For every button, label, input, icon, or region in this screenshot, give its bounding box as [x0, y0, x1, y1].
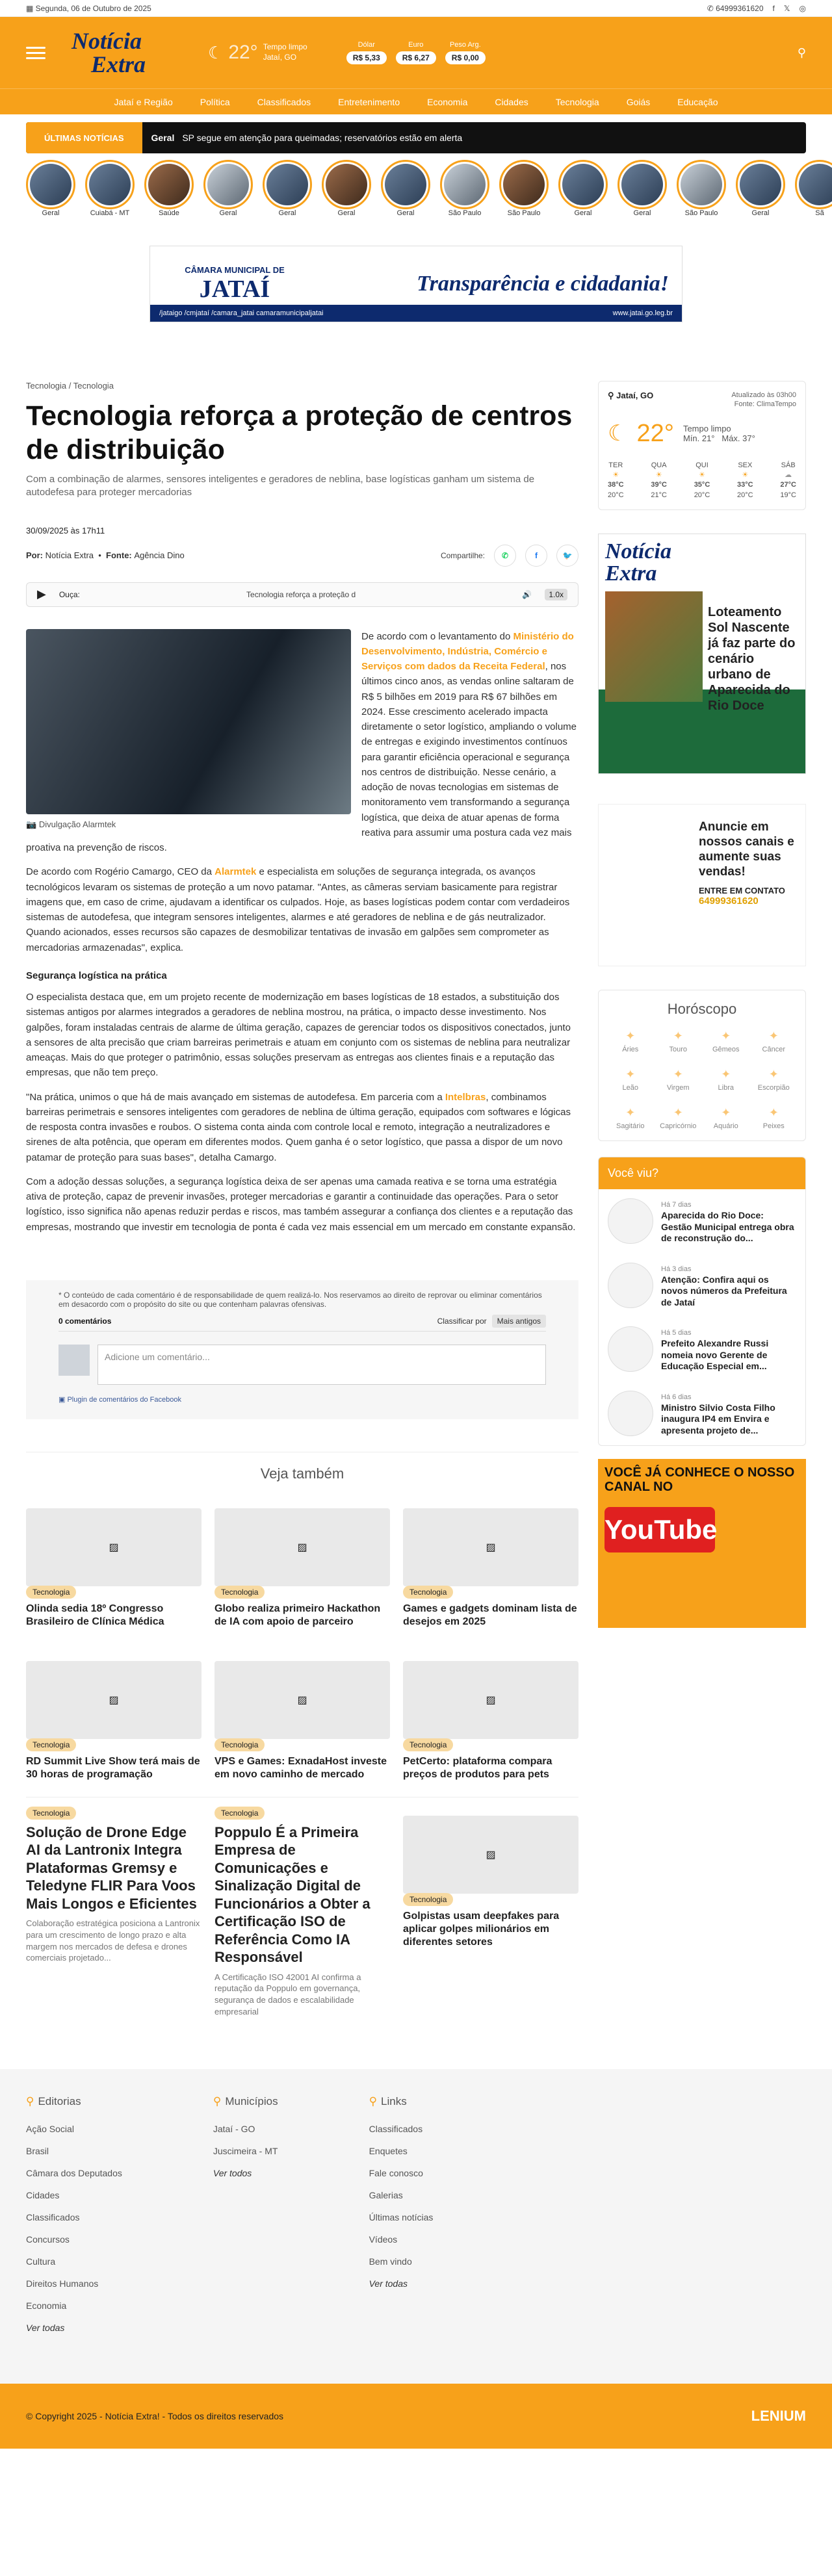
- story-item[interactable]: [144, 160, 194, 216]
- card-title[interactable]: PetCerto: plataforma compara preços de produtos para pets: [403, 1755, 552, 1780]
- text: De acordo com o levantamento do: [361, 630, 514, 642]
- news-card-large[interactable]: [214, 1807, 390, 2017]
- card-tag[interactable]: Tecnologia: [214, 1738, 265, 1751]
- story-item[interactable]: [381, 160, 430, 216]
- breadcrumb: Tecnologia / Tecnologia: [26, 381, 114, 391]
- story-item[interactable]: [499, 160, 549, 216]
- banner-bottom-bar: [150, 305, 682, 322]
- text: e especialista em soluções de segurança integrada, os avanços tecnológicos levaram os sistemas de proteção a um novo patamar. "Antes, as câmeras serviam basicamente para registrar imagens que, em caso de crime, ajudavam a identificar os culpados. Hoje, as bases logísticas podem contar com verdadeiros sistemas de autodefesa, que integram sensores inteligentes, alarmes e até geradores de neblina e de gás neutralizador. Quando acionados, esses recursos são capazes de desmobilizar tentativas de invasão em galpões sem comprometer as mercadorias armazenadas", explica.: [26, 866, 570, 953]
- horoscope-widget: [598, 990, 806, 1141]
- card-tag[interactable]: Tecnologia: [26, 1807, 76, 1820]
- forecast-day: [651, 461, 667, 501]
- footer-link[interactable]: Classificados: [369, 2124, 423, 2135]
- forecast-day: [737, 461, 753, 501]
- card-tag[interactable]: Tecnologia: [214, 1586, 265, 1599]
- news-card[interactable]: [403, 1508, 578, 1629]
- comments-disclaimer: * O conteúdo de cada comentário é de responsabilidade de quem realizá-lo. Nos reservamos ao direito de reprovar ou eliminar comentários em desacordo com o propósito do site ou que contenham palavras ofensivas.: [58, 1290, 542, 1309]
- seen-item[interactable]: [599, 1317, 805, 1382]
- day-min: 20°C: [694, 491, 710, 499]
- see-also-title: Veja também: [26, 1452, 578, 1482]
- footer-more-link[interactable]: Ver todas: [26, 2323, 65, 2334]
- breaking-news-bar: [26, 122, 806, 153]
- seen-thumb: [608, 1198, 653, 1244]
- forecast-day: [694, 461, 710, 501]
- card-tag[interactable]: Tecnologia: [214, 1807, 265, 1820]
- story-item[interactable]: [558, 160, 608, 216]
- forecast-day: [608, 461, 624, 501]
- seen-item-title[interactable]: Prefeito Alexandre Russi nomeia novo Gerente de Educação Especial em...: [661, 1338, 769, 1372]
- story-item[interactable]: [795, 160, 832, 216]
- card-title[interactable]: Poppulo É a Primeira Empresa de Comunicações e Sinalização Digital de Funcionários a Obter a Certificação ISO de Referência Como IA Responsável: [214, 1823, 370, 1966]
- day-label: SEX: [738, 461, 753, 469]
- comment-composer: [58, 1345, 546, 1385]
- news-card[interactable]: [26, 1508, 202, 1629]
- day-max: 27°C: [780, 481, 796, 489]
- youtube-logo-icon: YouTube: [604, 1507, 715, 1552]
- card-tag[interactable]: Tecnologia: [403, 1738, 453, 1751]
- ad2-contact: [699, 886, 796, 907]
- developer-logo[interactable]: LENIUM: [751, 2408, 806, 2425]
- moon-icon: ☾: [208, 42, 224, 62]
- sun-icon: ☀: [612, 470, 619, 479]
- camara-label: CÂMARA MUNICIPAL DE: [185, 264, 285, 275]
- story-item[interactable]: [618, 160, 667, 216]
- image-placeholder-icon: ▨: [26, 1508, 202, 1586]
- copyright-text: © Copyright 2025 - Notícia Extra! - Todos os direitos reservados: [26, 2411, 284, 2422]
- moon-icon: ☾: [608, 421, 628, 446]
- breaking-label: ÚLTIMAS NOTÍCIAS: [26, 122, 142, 153]
- weather-temp: 22°: [636, 419, 674, 447]
- nav-item[interactable]: Educação: [677, 96, 718, 107]
- player-speed[interactable]: 1.0x: [545, 589, 567, 600]
- paragraph: Com a adoção dessas soluções, a segurança logística deixa de ser apenas uma camada reativa e se torna uma estratégia ativa de proteção, capaz de prevenir invasões, proteger mercadorias e garantir a continuidade das operações. Para o setor logístico, isso significa não apenas reduzir perdas e riscos, mas também assegurar a confiança dos clientes e a reputação das empresas, mostrando que investir em tecnologia de ponta é cada vez mais essencial em um mercado em constante expansão.: [26, 1176, 576, 1233]
- see-also-grid: [26, 1508, 578, 1781]
- seen-item-title[interactable]: Ministro Silvio Costa Filho inaugura IP4 em Envira e apresenta projeto de...: [661, 1402, 775, 1436]
- article-datetime: 30/09/2025 às 17h11: [26, 525, 105, 535]
- article-body: [26, 629, 578, 1235]
- footer-more-link[interactable]: Ver todos: [213, 2168, 252, 2179]
- day-max: 33°C: [737, 481, 753, 489]
- nav-item[interactable]: Política: [200, 96, 230, 107]
- avatar: [58, 1345, 90, 1376]
- day-min: 20°C: [737, 491, 753, 499]
- currency-dolar: [346, 41, 387, 64]
- nav-item[interactable]: Economia: [427, 96, 468, 107]
- story-label: Geral: [219, 209, 237, 216]
- nav-item[interactable]: Tecnologia: [555, 96, 599, 107]
- seen-when: Há 3 dias: [661, 1265, 692, 1273]
- card-desc: Colaboração estratégica posiciona a Lantronix para um crescimento de longo prazo e alta margem nos mercados de defesa e drones comerciais projetado...: [26, 1918, 200, 1963]
- nav-item[interactable]: Goiás: [626, 96, 651, 107]
- camara-city: JATAÍ: [199, 275, 270, 303]
- seen-item[interactable]: [599, 1189, 805, 1254]
- footer-link[interactable]: Ação Social: [26, 2124, 74, 2135]
- footer-link[interactable]: Direitos Humanos: [26, 2278, 99, 2289]
- footer-link[interactable]: Câmara dos Deputados: [26, 2168, 122, 2179]
- banner-site: www.jatai.go.leg.br: [612, 309, 673, 317]
- twitter-icon[interactable]: 𝕏: [783, 3, 790, 13]
- card-title[interactable]: VPS e Games: ExnadaHost investe em novo caminho de mercado: [214, 1755, 387, 1780]
- player-label: Ouça:: [58, 589, 80, 599]
- horoscope-title: Horóscopo: [667, 1001, 737, 1018]
- site-footer: [0, 2069, 832, 2384]
- story-label: Geral: [751, 209, 770, 216]
- article-column: [26, 381, 578, 2017]
- share-label: Compartilhe:: [440, 550, 485, 560]
- footer-link[interactable]: Classificados: [26, 2212, 80, 2223]
- text: De acordo com Rogério Camargo, CEO da: [26, 866, 215, 878]
- main-nav: [0, 88, 832, 114]
- fb-plugin-link[interactable]: ▣ Plugin de comentários do Facebook: [58, 1395, 181, 1404]
- sign-libra[interactable]: ✦ Libra: [705, 1068, 748, 1092]
- seen-when: Há 5 dias: [661, 1329, 692, 1337]
- paragraph: [26, 1090, 578, 1165]
- newspaper-ad[interactable]: [598, 534, 806, 774]
- day-label: QUI: [696, 461, 708, 469]
- main-content: [0, 381, 832, 2017]
- card-title[interactable]: Games e gadgets dominam lista de desejos em 2025: [403, 1603, 577, 1627]
- footer-heading: ⚲ Editorias: [26, 2095, 122, 2108]
- volume-icon[interactable]: 🔊: [522, 589, 532, 599]
- footer-link[interactable]: Enquetes: [369, 2146, 408, 2157]
- advertise-ad[interactable]: [598, 804, 806, 966]
- ad2-cta: ENTRE EM CONTATO: [699, 886, 785, 896]
- ad-logo-line: Notícia: [605, 539, 671, 564]
- footer-link[interactable]: Economia: [26, 2300, 67, 2312]
- footer-link[interactable]: Fale conosco: [369, 2168, 423, 2179]
- currency-euro: [396, 41, 436, 64]
- story-item[interactable]: [263, 160, 312, 216]
- article-source: Agência Dino: [134, 550, 185, 561]
- image-placeholder-icon: ▨: [403, 1508, 578, 1586]
- stories-strip: [0, 153, 832, 216]
- caption-text: Divulgação Alarmtek: [38, 819, 116, 829]
- story-label: São Paulo: [448, 209, 482, 216]
- story-item[interactable]: [440, 160, 489, 216]
- breadcrumb-item[interactable]: Tecnologia: [73, 381, 114, 391]
- news-card[interactable]: [403, 1816, 578, 2017]
- story-label: Geral: [633, 209, 651, 216]
- image-placeholder-icon: ▨: [214, 1661, 390, 1739]
- comments-count: 0 comentários: [58, 1316, 112, 1326]
- phone-label: 64999361620: [716, 3, 764, 13]
- day-label: TER: [608, 461, 623, 469]
- ad-headline: Loteamento Sol Nascente já faz parte do cenário urbano de Aparecida do Rio Doce: [708, 605, 796, 714]
- article-image[interactable]: [26, 629, 351, 814]
- article-title: Tecnologia reforça a proteção de centros de distribuição: [26, 400, 573, 465]
- header-temp: 22°: [228, 42, 258, 63]
- footer-link[interactable]: Cidades: [26, 2190, 60, 2201]
- sign-aquarius[interactable]: ✦ Aquário: [705, 1106, 748, 1130]
- breadcrumb-item[interactable]: Tecnologia: [26, 381, 67, 391]
- card-title[interactable]: Olinda sedia 18º Congresso Brasileiro de Clínica Médica: [26, 1603, 164, 1627]
- weather-min: Mín. 21°: [682, 433, 715, 444]
- org-link[interactable]: Alarmtek: [214, 866, 257, 878]
- footer-links: [369, 2095, 434, 2345]
- nav-item[interactable]: Entretenimento: [338, 96, 400, 107]
- day-min: 19°C: [780, 491, 796, 499]
- weather-city: ⚲ Jataí, GO: [608, 391, 654, 400]
- ad-logo: [605, 541, 799, 585]
- share-bar: [441, 545, 578, 567]
- ad-logo-line: Extra: [605, 561, 657, 586]
- day-max: 39°C: [651, 481, 667, 489]
- image-caption: [26, 818, 351, 831]
- story-label: São Paulo: [507, 209, 541, 216]
- header-weather-city: Jataí, GO: [263, 53, 297, 62]
- ad2-phone: 64999361620: [699, 895, 759, 907]
- weather-city-label: Jataí, GO: [616, 391, 654, 400]
- sign-aries[interactable]: ✦ Áries: [609, 1029, 652, 1053]
- sidebar: [598, 381, 806, 2017]
- story-item[interactable]: [85, 160, 135, 216]
- card-tag[interactable]: Tecnologia: [403, 1893, 453, 1906]
- card-title[interactable]: RD Summit Live Show terá mais de 30 horas de programação: [26, 1755, 200, 1780]
- weather-desc: Tempo limpo: [682, 424, 731, 434]
- logo-line-1: Notícia: [72, 28, 142, 54]
- card-tag[interactable]: Tecnologia: [403, 1586, 453, 1599]
- footer-link[interactable]: Brasil: [26, 2146, 49, 2157]
- seen-item-title[interactable]: Atenção: Confira aqui os novos números da Prefeitura de Jataí: [661, 1274, 787, 1307]
- day-label: SÁB: [781, 461, 796, 469]
- play-icon[interactable]: ▶: [37, 587, 46, 601]
- weather-source: Fonte: ClimaTempo: [734, 400, 796, 409]
- story-label: Geral: [42, 209, 60, 216]
- footer-link[interactable]: Juscimeira - MT: [213, 2146, 278, 2157]
- sign-gemini[interactable]: ✦ Gêmeos: [705, 1029, 748, 1053]
- footer-editorias: [26, 2095, 122, 2345]
- banner-social: /jataigo /cmjataí /camara_jatai camaramunicipaljatai: [159, 309, 324, 317]
- breaking-item[interactable]: [142, 133, 463, 143]
- footer-more-link[interactable]: Ver todas: [369, 2278, 408, 2289]
- story-item[interactable]: [322, 160, 371, 216]
- currency-value: R$ 6,27: [396, 51, 436, 64]
- sun-icon: ☀: [742, 470, 749, 479]
- seen-thumb: [608, 1263, 653, 1308]
- text: , nos últimos cinco anos, as vendas online saltaram de R$ 5 bilhões em 2019 para R$ 67 bilhões em 2024. Esse crescimento acelerado impacta diretamente o setor logístico, ampliando o volume de entregas e exigindo investimentos contínuos para garantir eficiência operacional e segurança nos centros de distribuição. Nesse cenário, a adoção de novas tecnologias em sistemas de monitoramento vem transformando a segurança logística, que deixa de atuar apenas de forma reativa para assumir uma postura cada vez mais proativa na prevenção de riscos.: [26, 661, 577, 854]
- instagram-icon[interactable]: ◎: [799, 3, 806, 13]
- weather-updated: Atualizado às 03h00: [731, 391, 796, 399]
- nav-item[interactable]: Jataí e Região: [114, 96, 173, 107]
- header-weather: [208, 42, 307, 64]
- source-label: Fonte:: [106, 550, 132, 561]
- story-label: Cuiabá - MT: [90, 209, 130, 216]
- story-label: São Paulo: [684, 209, 718, 216]
- news-card[interactable]: [214, 1661, 390, 1781]
- currency-widget: [346, 41, 486, 64]
- player-track: Tecnologia reforça a proteção d: [246, 589, 356, 599]
- twitter-share-icon[interactable]: 🐦: [556, 545, 578, 567]
- sign-taurus[interactable]: ✦ Touro: [657, 1029, 700, 1053]
- news-card[interactable]: [214, 1508, 390, 1629]
- seen-item[interactable]: [599, 1382, 805, 1446]
- footer-heading: ⚲ Links: [369, 2095, 434, 2108]
- story-label: Geral: [337, 209, 356, 216]
- sort-label: Classificar por: [437, 1316, 487, 1326]
- weather-widget: [598, 381, 806, 510]
- see-also-grid-large: [26, 1797, 578, 2017]
- currency-label: Dólar: [358, 41, 375, 49]
- day-min: 20°C: [608, 491, 624, 499]
- phone-link[interactable]: ✆ 64999361620: [707, 3, 764, 13]
- comments-section: [26, 1280, 578, 1419]
- forecast-row: [608, 461, 796, 501]
- card-desc: A Certificação ISO 42001 AI confirma a reputação da Poppulo em governança, segurança de dados e escalabilidade empresarial: [214, 1972, 361, 2016]
- currency-label: Peso Arg.: [449, 41, 481, 49]
- date-text: ▦ Segunda, 06 de Outubro de 2025: [26, 3, 151, 13]
- sign-scorpio[interactable]: ✦ Escorpião: [753, 1068, 796, 1092]
- seen-when: Há 6 dias: [661, 1393, 692, 1401]
- seen-title: Você viu?: [599, 1157, 805, 1189]
- sign-virgo[interactable]: ✦ Virgem: [657, 1068, 700, 1092]
- footer-link[interactable]: Concursos: [26, 2234, 70, 2245]
- sign-leo[interactable]: ✦ Leão: [609, 1068, 652, 1092]
- footer-link[interactable]: Últimas notícias: [369, 2212, 434, 2223]
- facebook-share-icon[interactable]: f: [525, 545, 547, 567]
- weather-max: Máx. 37°: [722, 433, 755, 444]
- image-placeholder-icon: ▨: [403, 1816, 578, 1894]
- day-max: 35°C: [694, 481, 710, 489]
- yt-title: VOCÊ JÁ CONHECE O NOSSO CANAL NO: [604, 1465, 795, 1495]
- sun-icon: ☀: [655, 470, 662, 479]
- sign-sagittarius[interactable]: ✦ Sagitário: [609, 1106, 652, 1130]
- news-card[interactable]: [403, 1661, 578, 1781]
- seen-item[interactable]: [599, 1254, 805, 1318]
- audio-player: [26, 582, 578, 607]
- seen-when: Há 7 dias: [661, 1201, 692, 1209]
- story-item[interactable]: [677, 160, 726, 216]
- camara-logo: [163, 265, 306, 303]
- date-label: Segunda, 06 de Outubro de 2025: [35, 3, 151, 13]
- story-item[interactable]: [203, 160, 253, 216]
- youtube-ad[interactable]: [598, 1459, 806, 1628]
- story-label: Geral: [574, 209, 592, 216]
- top-bar: [0, 0, 832, 17]
- fb-plugin-label: Plugin de comentários do Facebook: [67, 1395, 181, 1404]
- sign-pisces[interactable]: ✦ Peixes: [753, 1106, 796, 1130]
- site-logo[interactable]: [72, 30, 182, 75]
- card-title[interactable]: Golpistas usam deepfakes para aplicar golpes milionários em diferentes setores: [403, 1910, 560, 1948]
- forecast-day: [780, 461, 796, 501]
- org-link[interactable]: Ministério do Desenvolvimento, Indústria, Comércio e Serviços com dados da Receita Federal: [361, 630, 574, 673]
- menu-icon[interactable]: [26, 47, 46, 59]
- day-label: QUA: [651, 461, 667, 469]
- nav-item[interactable]: Cidades: [495, 96, 528, 107]
- comments-header: [58, 1317, 546, 1332]
- paragraph: O especialista destaca que, em um projeto recente de modernização em bases logísticas de 18 estados, a substituição dos sistemas antigos por alarmes integrados a geradores de neblina mostrou, na prática, o impacto desse investimento. Nos galpões, foram instaladas centrais de alarme de última geração, capazes de gerenciar todos os dispositivos conectados, junto a sensores de alta precisão que criam barreiras perimetrais e atuam em conjunto com os sistemas de neblina para neutralizar ameaças. Mais do que proteger o patrimônio, essas soluções preservam as entregas aos clientes finais e a reputação das empresas, que não tem preço.: [26, 992, 571, 1079]
- seen-widget: [598, 1157, 806, 1446]
- footer-heading: ⚲ Municípios: [213, 2095, 278, 2108]
- breaking-text: SP segue em atenção para queimadas; reservatórios estão em alerta: [182, 133, 463, 143]
- sign-cancer[interactable]: ✦ Câncer: [753, 1029, 796, 1053]
- article-byline: Por: Notícia Extra • Fonte: Agência Dino Compartilhe: ✆ f 🐦: [26, 545, 578, 567]
- ad-image: [605, 591, 703, 702]
- camera-icon: 📷: [26, 819, 37, 829]
- comment-input[interactable]: Adicione um comentário...: [98, 1345, 546, 1385]
- seen-thumb: [608, 1326, 653, 1372]
- comments-sort: [437, 1317, 546, 1326]
- org-link[interactable]: Intelbras: [445, 1091, 486, 1103]
- whatsapp-icon[interactable]: ✆: [494, 545, 516, 567]
- sun-icon: ☀: [699, 470, 705, 479]
- footer-municipios: [213, 2095, 278, 2345]
- story-label: Saúde: [159, 209, 179, 216]
- horoscope-grid: [609, 1029, 795, 1130]
- by-label: Por:: [26, 550, 43, 561]
- article-figure: [26, 629, 351, 831]
- story-item[interactable]: [736, 160, 785, 216]
- footer-link[interactable]: Jataí - GO: [213, 2124, 255, 2135]
- footer-link[interactable]: Vídeos: [369, 2234, 398, 2245]
- story-label: Geral: [396, 209, 415, 216]
- story-item[interactable]: [26, 160, 75, 216]
- footer-link[interactable]: Cultura: [26, 2256, 56, 2267]
- currency-label: Euro: [408, 41, 424, 49]
- facebook-icon[interactable]: f: [772, 3, 775, 13]
- footer-link[interactable]: Bem vindo: [369, 2256, 412, 2267]
- day-min: 21°C: [651, 491, 667, 499]
- text: "Na prática, unimos o que há de mais avançado em sistemas de autodefesa. Em parceria com a: [26, 1091, 445, 1103]
- banner-slogan: Transparência e cidadania!: [417, 272, 669, 296]
- camara-ad-banner[interactable]: [150, 246, 682, 322]
- footer-link[interactable]: Galerias: [369, 2190, 403, 2201]
- image-placeholder-icon: ▨: [214, 1508, 390, 1586]
- cloud-icon: ☁: [785, 470, 792, 479]
- currency-value: R$ 5,33: [346, 51, 387, 64]
- copyright-bar: [0, 2384, 832, 2449]
- sign-capricorn[interactable]: ✦ Capricórnio: [657, 1106, 700, 1130]
- nav-item[interactable]: Classificados: [257, 96, 311, 107]
- story-label: Sã: [815, 209, 824, 216]
- article-author: Notícia Extra: [45, 550, 94, 561]
- image-placeholder-icon: ▨: [26, 1661, 202, 1739]
- currency-value: R$ 0,00: [445, 51, 486, 64]
- site-header: [0, 17, 832, 88]
- story-label: Geral: [278, 209, 296, 216]
- image-placeholder-icon: ▨: [403, 1661, 578, 1739]
- card-title[interactable]: Solução de Drone Edge AI da Lantronix Integra Plataformas Gremsy e Teledyne FLIR Para Voos Mais Longos e Eficientes: [26, 1823, 197, 1912]
- card-tag[interactable]: Tecnologia: [26, 1738, 76, 1751]
- search-icon[interactable]: ⚲: [797, 45, 806, 59]
- sort-select[interactable]: Mais antigos: [492, 1315, 546, 1328]
- section-heading: Segurança logística na prática: [26, 970, 167, 981]
- breaking-tag: Geral: [151, 133, 175, 143]
- logo-line-2: Extra: [91, 51, 146, 77]
- header-weather-desc: Tempo limpo: [263, 42, 307, 52]
- text: , combinamos barreiras perimetrais e sensores inteligentes com geradores de neblina de última geração, equipados com softwares e lógicas de resposta contra invasões e roubos. O sistema conta ainda com controle local e remoto, integração a neutralizadores e sirenes de alta potência, que operam em diferentes modos. Quem ganha é o setor logístico, que passa a dispor de um novo patamar de proteção para suas bases", detalha Camargo.: [26, 1091, 571, 1163]
- card-tag[interactable]: Tecnologia: [26, 1586, 76, 1599]
- card-title[interactable]: Globo realiza primeiro Hackathon de IA com apoio de parceiro: [214, 1603, 381, 1627]
- news-card[interactable]: [26, 1661, 202, 1781]
- article-subtitle: Com a combinação de alarmes, sensores inteligentes e geradores de neblina, base logísticas ganham um sistema de autodefesa para proteger mercadorias: [26, 474, 535, 498]
- seen-thumb: [608, 1391, 653, 1436]
- ad2-title: Anuncie em nossos canais e aumente suas vendas!: [699, 820, 794, 879]
- news-card-large[interactable]: [26, 1807, 202, 2017]
- currency-peso: [445, 41, 486, 64]
- day-max: 38°C: [608, 481, 624, 489]
- paragraph: [26, 864, 578, 955]
- seen-item-title[interactable]: Aparecida do Rio Doce: Gestão Municipal entrega obra de reconstrução do...: [661, 1210, 794, 1244]
